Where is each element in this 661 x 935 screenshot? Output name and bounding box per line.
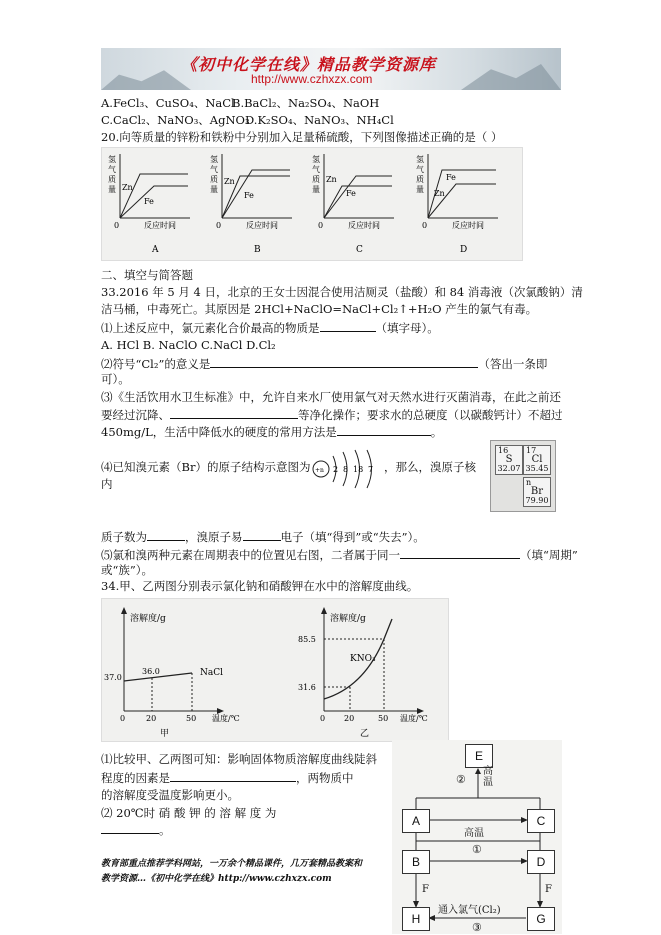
answer-blank-6[interactable] bbox=[243, 529, 281, 541]
q34-part1-line2: 程度的因素是 ，两物质中 bbox=[101, 771, 354, 785]
svg-text:温度/℃: 温度/℃ bbox=[212, 714, 240, 723]
svg-text:0: 0 bbox=[320, 714, 326, 723]
node-h: H bbox=[402, 907, 430, 931]
q33-part3-line2: 要经过沉降、 等净化操作；要求水的总硬度（以碳酸钙计）不超过 bbox=[101, 408, 563, 422]
svg-text:0: 0 bbox=[120, 714, 126, 723]
chart-jia-name: 甲 bbox=[160, 729, 170, 739]
yi-series: KNO₃ bbox=[350, 654, 376, 664]
q33-options: A. HCl B. NaClO C.NaCl D.Cl₂ bbox=[101, 338, 276, 352]
q33-part4: ⑷已知溴元素（Br）的原子结构示意图为 bbox=[101, 460, 311, 474]
graph-c bbox=[312, 154, 394, 255]
label-step-3: ③ bbox=[472, 921, 482, 934]
graph-d-fe: Fe bbox=[446, 173, 456, 182]
svg-text:0: 0 bbox=[216, 221, 222, 230]
graph-b bbox=[210, 154, 292, 255]
graph-b-label: B bbox=[254, 245, 261, 255]
answer-blank-1[interactable] bbox=[320, 320, 376, 332]
svg-text:2: 2 bbox=[333, 465, 339, 474]
graph-c-label: C bbox=[356, 245, 363, 255]
periodic-table-fragment bbox=[490, 440, 556, 512]
q33-part5: ⑸氯和溴两种元素在周期表中的位置见右图，二者属于同一 （填“周期” bbox=[101, 548, 578, 562]
label-f-right: F bbox=[545, 884, 552, 895]
bromine-atom-diagram bbox=[307, 446, 383, 492]
svg-text:氢: 氢 bbox=[210, 155, 218, 164]
graph-a-ylabel: 氢 bbox=[108, 155, 116, 164]
jia-y1: 37.0 bbox=[104, 673, 122, 682]
svg-text:反应时间: 反应时间 bbox=[348, 221, 380, 230]
svg-text:气: 气 bbox=[210, 165, 218, 174]
label-step-2: ② bbox=[456, 773, 466, 786]
label-gao: 高 bbox=[483, 766, 493, 777]
graph-d-zn: Zn bbox=[434, 189, 445, 198]
solubility-charts-panel bbox=[101, 598, 449, 742]
node-d: D bbox=[527, 850, 555, 874]
q19-option-d: D.K₂SO₄、NaNO₃、NH₄Cl bbox=[245, 113, 394, 127]
graph-b-zn: Zn bbox=[224, 177, 235, 186]
svg-text:氢: 氢 bbox=[312, 155, 320, 164]
svg-text:气: 气 bbox=[416, 165, 424, 174]
graph-c-zn: Zn bbox=[326, 175, 337, 184]
svg-text:8: 8 bbox=[343, 465, 349, 474]
answer-blank-8[interactable] bbox=[170, 770, 296, 782]
graph-d-label: D bbox=[460, 245, 468, 255]
graph-a-label: A bbox=[152, 245, 159, 255]
chart-jia bbox=[104, 607, 240, 739]
graph-b-fe: Fe bbox=[244, 191, 254, 200]
header-banner bbox=[101, 48, 561, 90]
banner-title: 《初中化学在线》精品教学资源库 bbox=[181, 55, 437, 74]
q33-part2-cont: 可）。 bbox=[101, 372, 130, 386]
svg-text:溶解度/g: 溶解度/g bbox=[330, 614, 366, 624]
q20-graphs-panel bbox=[101, 147, 523, 261]
q33-part1: ⑴上述反应中，氯元素化合价最高的物质是 （填字母）。 bbox=[101, 321, 439, 335]
solubility-charts-svg bbox=[102, 599, 448, 741]
q33-line2: 洁马桶，中毒死亡。其原因是 2HCl+NaClO=NaCl+Cl₂↑+H₂O 产生的氯气有毒。 bbox=[101, 302, 538, 316]
svg-text:0: 0 bbox=[422, 221, 428, 230]
label-f-left: F bbox=[422, 884, 429, 895]
svg-text:气: 气 bbox=[108, 165, 116, 174]
graph-d bbox=[416, 154, 498, 255]
svg-text:量: 量 bbox=[312, 185, 320, 194]
answer-blank-3[interactable] bbox=[170, 407, 298, 419]
svg-text:反应时间: 反应时间 bbox=[246, 221, 278, 230]
svg-text:气: 气 bbox=[312, 165, 320, 174]
node-a: A bbox=[402, 809, 430, 833]
graph-a-fe: Fe bbox=[144, 197, 154, 206]
answer-blank-4[interactable] bbox=[337, 424, 431, 436]
q34-stem: 34.甲、乙两图分别表示氯化钠和硝酸钾在水中的溶解度曲线。 bbox=[101, 579, 419, 593]
footer-line1: 教育部重点推荐学科网站，一万余个精品课件，几万套精品教案和 bbox=[101, 859, 363, 869]
yi-y1: 85.5 bbox=[298, 635, 316, 644]
svg-text:7: 7 bbox=[368, 465, 374, 474]
cell-sulfur: 16 S 32.07 bbox=[495, 445, 523, 475]
banner-url: http://www.czhxzx.com bbox=[251, 72, 373, 86]
svg-text:溶解度/g: 溶解度/g bbox=[130, 614, 166, 624]
q33-line1: 33.2016 年 5 月 4 日，北京的王女士因混合使用洁厕灵（盐酸）和 84 消毒液（次氯酸钠）清 bbox=[101, 285, 583, 299]
chart-yi-name: 乙 bbox=[360, 729, 370, 739]
label-wen: 温 bbox=[483, 777, 493, 788]
q33-part4-cont: ，那么，溴原子核 bbox=[384, 460, 476, 474]
answer-blank-9[interactable] bbox=[101, 822, 159, 834]
section-heading: 二、填空与简答题 bbox=[101, 268, 193, 282]
svg-text:18: 18 bbox=[353, 465, 364, 474]
svg-text:0: 0 bbox=[114, 221, 120, 230]
svg-text:质: 质 bbox=[312, 175, 320, 184]
node-b: B bbox=[402, 850, 430, 874]
svg-text:50: 50 bbox=[186, 714, 197, 723]
svg-text:50: 50 bbox=[378, 714, 389, 723]
q33-part4-cont2: 内 bbox=[101, 477, 113, 491]
q20-stem: 20.向等质量的锌粉和铁粉中分别加入足量稀硫酸，下列图像描述正确的是（ ） bbox=[101, 130, 503, 144]
svg-text:0: 0 bbox=[318, 221, 324, 230]
q19-option-b: B.BaCl₂、Na₂SO₄、NaOH bbox=[232, 96, 380, 110]
reaction-flow-diagram bbox=[392, 740, 562, 934]
svg-text:量: 量 bbox=[210, 185, 218, 194]
q20-graphs-svg bbox=[102, 148, 522, 260]
graph-a bbox=[108, 154, 190, 255]
node-c: C bbox=[527, 809, 555, 833]
answer-blank-7[interactable] bbox=[400, 547, 520, 559]
answer-blank-2[interactable] bbox=[210, 356, 478, 368]
q19-option-a: A.FeCl₃、CuSO₄、NaCl bbox=[101, 96, 235, 110]
svg-text:量: 量 bbox=[108, 185, 116, 194]
svg-text:质: 质 bbox=[416, 175, 424, 184]
yi-y2: 31.6 bbox=[298, 683, 316, 692]
svg-text:20: 20 bbox=[146, 714, 157, 723]
graph-a-zn: Zn bbox=[122, 183, 133, 192]
jia-y2: 36.0 bbox=[142, 667, 160, 676]
svg-text:氢: 氢 bbox=[416, 155, 424, 164]
label-chlorine: 通入氯气(Cl₂) bbox=[438, 905, 501, 916]
svg-text:量: 量 bbox=[416, 185, 424, 194]
q34-part2-line1: ⑵ 20℃时 硝 酸 钾 的 溶 解 度 为 bbox=[101, 806, 277, 820]
svg-text:20: 20 bbox=[344, 714, 355, 723]
graph-c-fe: Fe bbox=[346, 189, 356, 198]
chart-yi bbox=[298, 607, 428, 739]
node-e: E bbox=[465, 744, 493, 768]
q33-part3-line3: 450mg/L，生活中降低水的硬度的常用方法是 。 bbox=[101, 425, 443, 439]
cell-bromine: n Br 79.90 bbox=[523, 477, 551, 507]
svg-text:温度/℃: 温度/℃ bbox=[400, 714, 428, 723]
answer-blank-5[interactable] bbox=[147, 529, 185, 541]
q34-part1-line3: 的溶解度受温度影响更小。 bbox=[101, 788, 239, 802]
jia-series: NaCl bbox=[200, 668, 224, 678]
footer-line2: 教学资源…《初中化学在线》http://www.czhxzx.com bbox=[101, 874, 332, 884]
label-high-temp: 高温 bbox=[464, 828, 484, 839]
node-g: G bbox=[527, 907, 555, 931]
q33-part4-line3: 质子数为 ，溴原子易 电子（填“得到”或“失去”）。 bbox=[101, 530, 425, 544]
svg-text:质: 质 bbox=[108, 175, 116, 184]
cell-chlorine: 17 Cl 35.45 bbox=[523, 445, 551, 475]
q33-part2: ⑵符号“Cl₂”的意义是 （答出一条即 bbox=[101, 357, 548, 371]
q33-part5-cont: 或“族”）。 bbox=[101, 563, 154, 577]
q33-part3-line1: ⑶《生活饮用水卫生标准》中，允许自来水厂使用氯气对天然水进行灭菌消毒，在此之前还 bbox=[101, 390, 561, 404]
q34-part1-line1: ⑴比较甲、乙两图可知：影响固体物质溶解度曲线陡斜 bbox=[101, 752, 377, 766]
svg-text:反应时间: 反应时间 bbox=[144, 221, 176, 230]
svg-text:质: 质 bbox=[210, 175, 218, 184]
q34-part2-line2: 。 bbox=[101, 822, 171, 838]
svg-text:反应时间: 反应时间 bbox=[452, 221, 484, 230]
svg-text:+n: +n bbox=[315, 467, 324, 474]
label-step-1: ① bbox=[472, 843, 482, 856]
q19-option-c: C.CaCl₂、NaNO₃、AgNO₃ bbox=[101, 113, 250, 127]
